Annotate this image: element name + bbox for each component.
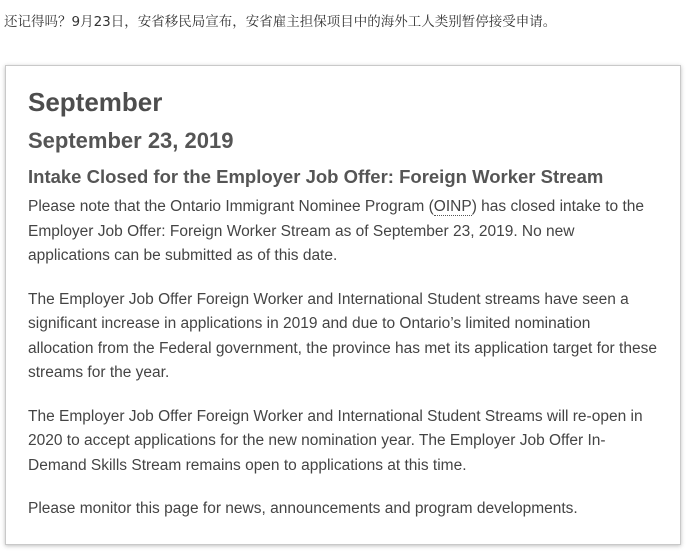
paragraph-reopen-2020: The Employer Job Offer Foreign Worker and International Student Streams will re-open in 2020 to accept applications for the new nomination year. The Employer Job Offer In-Demand Skills Stream remains open to applications at this time. — [28, 407, 643, 474]
paragraph-intake-closed-end: ) has closed intake to the Employer Job Offer: Foreign Worker Stream as of September 23, 2019. No new applications can be submitted as of this date. — [28, 198, 645, 264]
announcement-card — [5, 65, 681, 545]
oinp-abbreviation[interactable]: OINP — [433, 198, 472, 215]
paragraph-monitor-page: Please monitor this page for news, announcements and program developments. — [28, 500, 578, 517]
month-heading: September — [28, 87, 163, 117]
paragraph-intake-closed-start: Please note that the Ontario Immigrant Nominee Program ( — [28, 198, 434, 215]
intro-text: 还记得吗？9月23日，安省移民局宣布，安省雇主担保项目中的海外工人类别暂停接受申请。 — [4, 14, 557, 30]
paragraph-intake-closed — [28, 195, 660, 269]
date-heading: September 23, 2019 — [28, 128, 234, 153]
paragraph-application-increase: The Employer Job Offer Foreign Worker and International Student streams have seen a significant increase in applications in 2019 and due to Ontario’s limited nomination allocation from the Federal government, the province has met its application target for these streams for the year. — [28, 290, 657, 381]
announcement-title: Intake Closed for the Employer Job Offer: Foreign Worker Stream — [28, 166, 604, 187]
